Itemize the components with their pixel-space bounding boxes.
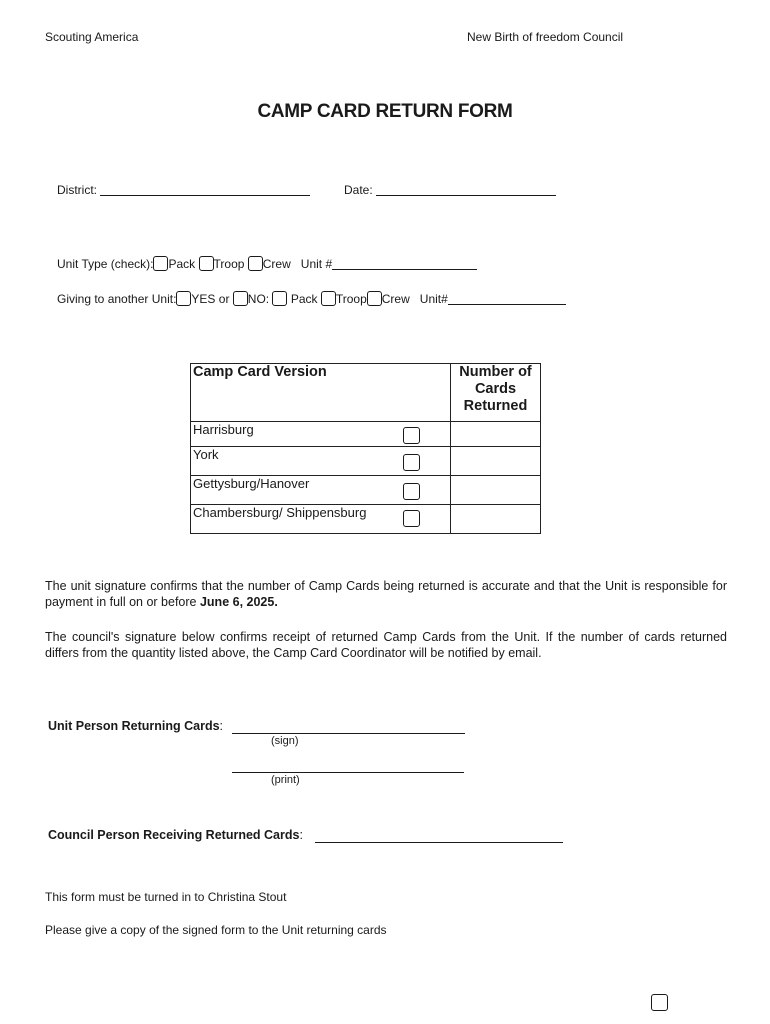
giving-troop-label: Troop (335, 292, 367, 306)
unit-print-line[interactable] (232, 772, 464, 773)
deadline-date: June 6, 2025. (199, 595, 278, 609)
unit-signature-field (48, 719, 223, 733)
unit-type-row (57, 256, 477, 271)
count-cell[interactable] (451, 422, 541, 447)
giving-unit-number-input-line[interactable] (448, 304, 566, 305)
version-cell (191, 505, 451, 534)
unit-signature-label: Unit Person Returning Cards (48, 719, 220, 733)
unit-sign-line[interactable] (232, 733, 465, 734)
table-row (191, 422, 541, 447)
version-checkbox[interactable] (403, 483, 420, 500)
district-field (57, 183, 310, 197)
council-signature-colon: : (299, 828, 303, 842)
table-row (191, 447, 541, 476)
version-checkbox[interactable] (403, 510, 420, 527)
table-row (191, 505, 541, 534)
giving-troop-checkbox[interactable] (321, 291, 336, 306)
version-name: York (193, 447, 219, 462)
turn-in-note: This form must be turned in to Christina Stout (45, 890, 287, 904)
count-cell[interactable] (451, 476, 541, 505)
pack-label: Pack (168, 257, 196, 271)
unit-signature-text: The unit signature confirms that the number of Camp Cards being returned is accurate and that the Unit is responsible for payment in full on or before (45, 579, 727, 609)
organization-name: Scouting America (45, 30, 139, 44)
giving-label: Giving to another Unit: (57, 292, 177, 306)
crew-checkbox[interactable] (248, 256, 263, 271)
version-column-header: Camp Card Version (191, 364, 451, 422)
version-cell (191, 476, 451, 505)
camp-card-table (190, 363, 541, 534)
copy-note: Please give a copy of the signed form to the Unit returning cards (45, 923, 387, 937)
unit-type-label: Unit Type (check): (57, 257, 154, 271)
no-label: NO: (247, 292, 270, 306)
yes-label: YES (191, 292, 216, 306)
date-label: Date: (344, 183, 373, 197)
yes-checkbox[interactable] (176, 291, 191, 306)
count-cell[interactable] (451, 505, 541, 534)
sign-caption: (sign) (271, 735, 299, 747)
no-checkbox[interactable] (233, 291, 248, 306)
date-field (344, 183, 556, 197)
district-input-line[interactable] (100, 195, 310, 196)
version-checkbox[interactable] (403, 454, 420, 471)
giving-pack-label: Pack (290, 292, 318, 306)
unit-signature-paragraph (45, 578, 727, 610)
count-header-line-1: Number of (459, 364, 532, 380)
council-signature-label: Council Person Receiving Returned Cards (48, 828, 300, 842)
council-signature-field (48, 828, 303, 842)
giving-unit-number-label: Unit# (419, 292, 448, 306)
giving-row (57, 291, 566, 306)
version-checkbox[interactable] (403, 427, 420, 444)
unit-number-label: Unit # (300, 257, 333, 271)
table-row (191, 476, 541, 505)
district-label: District: (57, 183, 97, 197)
count-header-line-2: Cards (474, 381, 517, 397)
council-signature-paragraph: The council's signature below confirms receipt of returned Camp Cards from the Unit. If the number of cards returned differs from the quantity listed above, the Camp Card Coordinator will be notified by email. (45, 630, 727, 660)
troop-checkbox[interactable] (199, 256, 214, 271)
bottom-checkbox[interactable] (651, 994, 668, 1011)
giving-crew-label: Crew (381, 292, 410, 306)
council-name: New Birth of freedom Council (467, 30, 624, 44)
council-sign-line[interactable] (315, 842, 563, 843)
count-column-header (451, 364, 541, 422)
giving-pack-checkbox[interactable] (272, 291, 287, 306)
or-label: or (218, 292, 230, 306)
version-cell (191, 447, 451, 476)
page-title: CAMP CARD RETURN FORM (257, 101, 513, 122)
unit-signature-colon: : (219, 719, 224, 733)
version-name: Gettysburg/Hanover (193, 476, 310, 491)
unit-number-input-line[interactable] (332, 269, 477, 270)
troop-label: Troop (213, 257, 245, 271)
version-name: Chambersburg/ Shippensburg (193, 505, 367, 520)
count-header-line-3: Returned (463, 398, 528, 414)
giving-crew-checkbox[interactable] (367, 291, 382, 306)
print-caption: (print) (271, 774, 300, 786)
version-cell (191, 422, 451, 447)
version-name: Harrisburg (193, 422, 254, 437)
crew-label: Crew (262, 257, 291, 271)
count-cell[interactable] (451, 447, 541, 476)
date-input-line[interactable] (376, 195, 556, 196)
pack-checkbox[interactable] (153, 256, 168, 271)
